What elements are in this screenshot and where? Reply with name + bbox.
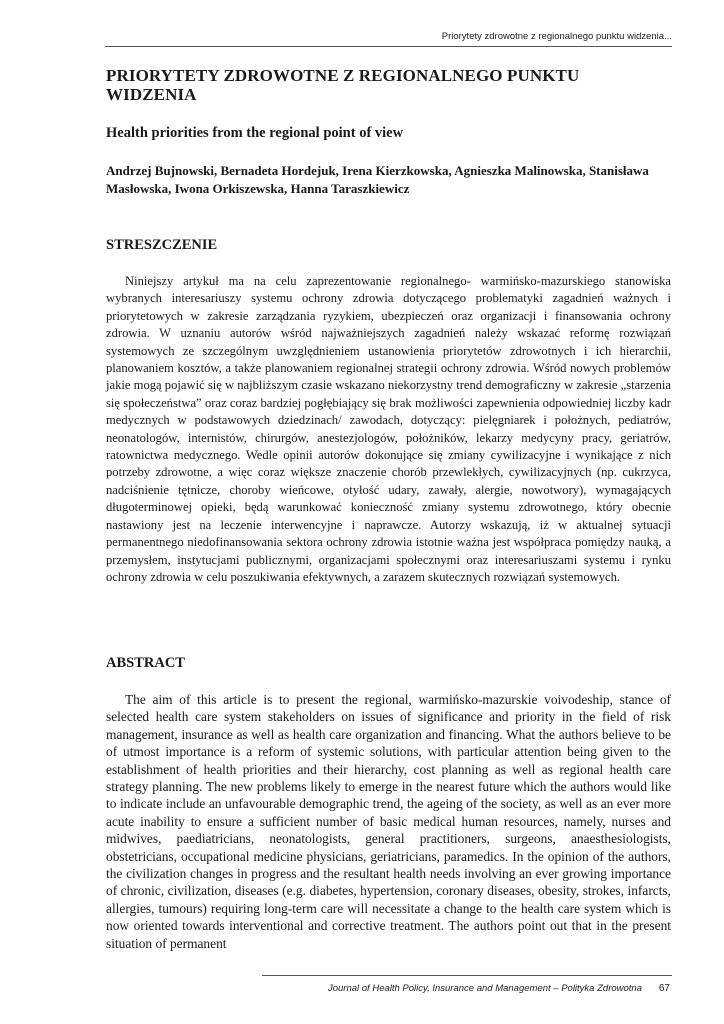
running-head: Priorytety zdrowotne z regionalnego punktu widzenia... [441, 31, 672, 42]
article [106, 66, 671, 951]
footer-rule [262, 975, 672, 976]
header-rule [105, 46, 672, 47]
author-list: Andrzej Bujnowski, Bernadeta Hordejuk, Irena Kierzkowska, Agnieszka Malinowska, Stanisława Masłowska, Iwona Orkiszewska, Hanna Taraszkiewicz [106, 163, 649, 196]
streszczenie-body: Niniejszy artykuł ma na celu zaprezentowanie regionalnego- warmińsko-mazurskiego stanowiska wybranych interesariuszy systemu ochrony zdrowia dotyczącego problematyki zagadnień ważnych i priorytetowych w zakresie zarządzania ryzykiem, ubezpieczeń oraz organizacji i finansowania ochrony zdrowia. W uznaniu autorów wśród najważniejszych zagadnień należy wskazać reformę rozwiązań systemowych ze szczególnym uwzględnieniem ustanowienia priorytetów zdrowotnych i ich hierarchii, planowaniem kosztów, a także planowaniem regionalnej strategii ochrony zdrowia. Wśród nowych problemów jakie mogą pojawić się w najbliższym czasie wskazano niekorzystny trend demograficzny w zakresie „starzenia się społeczeństwa” oraz coraz bardziej pogłębiający się brak możliwości zapewnienia odpowiedniej liczby kadr medycznych w podstawowych dziedzinach/ zawodach, dotyczący: pielęgniarek i położnych, pediatrów, neonatologów, internistów, chirurgów, anestezjologów, położników, lekarzy medycyny pracy, geriatrów, ratownictwa medycznego. Wedle opinii autorów dokonujące się zmiany cywilizacyjne i wynikające z nich potrzeby zdrowotne, a więc coraz większe znaczenie chorób przewlekłych, cywilizacyjnych (np. cukrzyca, nadciśnienie tętnicze, choroby wieńcowe, otyłość udary, zawały, alergie, nowotwory), wymagających długoterminowej opieki, będą warunkować konieczność zmiany systemu zdrowotnego, który obecnie nastawiony jest na leczenie interwencyjne i naprawcze. Autorzy wskazują, iż w aktualnej sytuacji permanentnego niedofinansowania sektora ochrony zdrowia istotnie ważna jest współpraca pomiędzy nauką, a przemysłem, instytucjami publicznymi, organizacjami społecznymi oraz interesariuszami systemu i rynku ochrony zdrowia w celu poszukiwania efektywnych, a zarazem skutecznych rozwiązań systemowych. [106, 274, 671, 584]
abstract-heading: ABSTRACT [106, 655, 185, 671]
streszczenie-heading: STRESZCZENIE [106, 237, 218, 253]
page-number: 67 [658, 983, 670, 994]
abstract-body: The aim of this article is to present the regional, warmińsko-mazurskie voivodeship, stance of selected health care system stakeholders on issues of significance and priority in the field of risk management, insurance as well as health care organization and financing. What the authors believe to be of utmost importance is a reform of systemic solutions, with particular attention being given to the establishment of health priorities and their hierarchy, cost planning as well as regional health care strategy planning. The new problems likely to emerge in the nearest future which the authors would like to indicate include an unfavourable demographic trend, the ageing of the society, as well as an ever more acute inability to ensure a sufficient number of basic medical human resources, namely, nurses and midwives, paediatricians, neonatologists, general practitioners, surgeons, anaesthesiologists, obstetricians, occupational medicine physicians, geriatricians, paramedics. In the opinion of the authors, the civilization changes in progress and the resultant health needs involving an ever growing importance of chronic, civilization, diseases (e.g. diabetes, hypertension, coronary diseases, obesity, strokes, infarcts, allergies, tumours) requiring long-term care will necessitate a change to the health care system which is now oriented towards interventional and corrective treatment. The authors point out that in the present situation of permanent [106, 692, 671, 951]
journal-name: Journal of Health Policy, Insurance and Management – Polityka Zdrowotna [327, 983, 642, 994]
article-title: PRIORYTETY ZDROWOTNE Z REGIONALNEGO PUNKTU WIDZENIA [106, 66, 580, 104]
article-subtitle: Health priorities from the regional point of view [106, 125, 404, 141]
